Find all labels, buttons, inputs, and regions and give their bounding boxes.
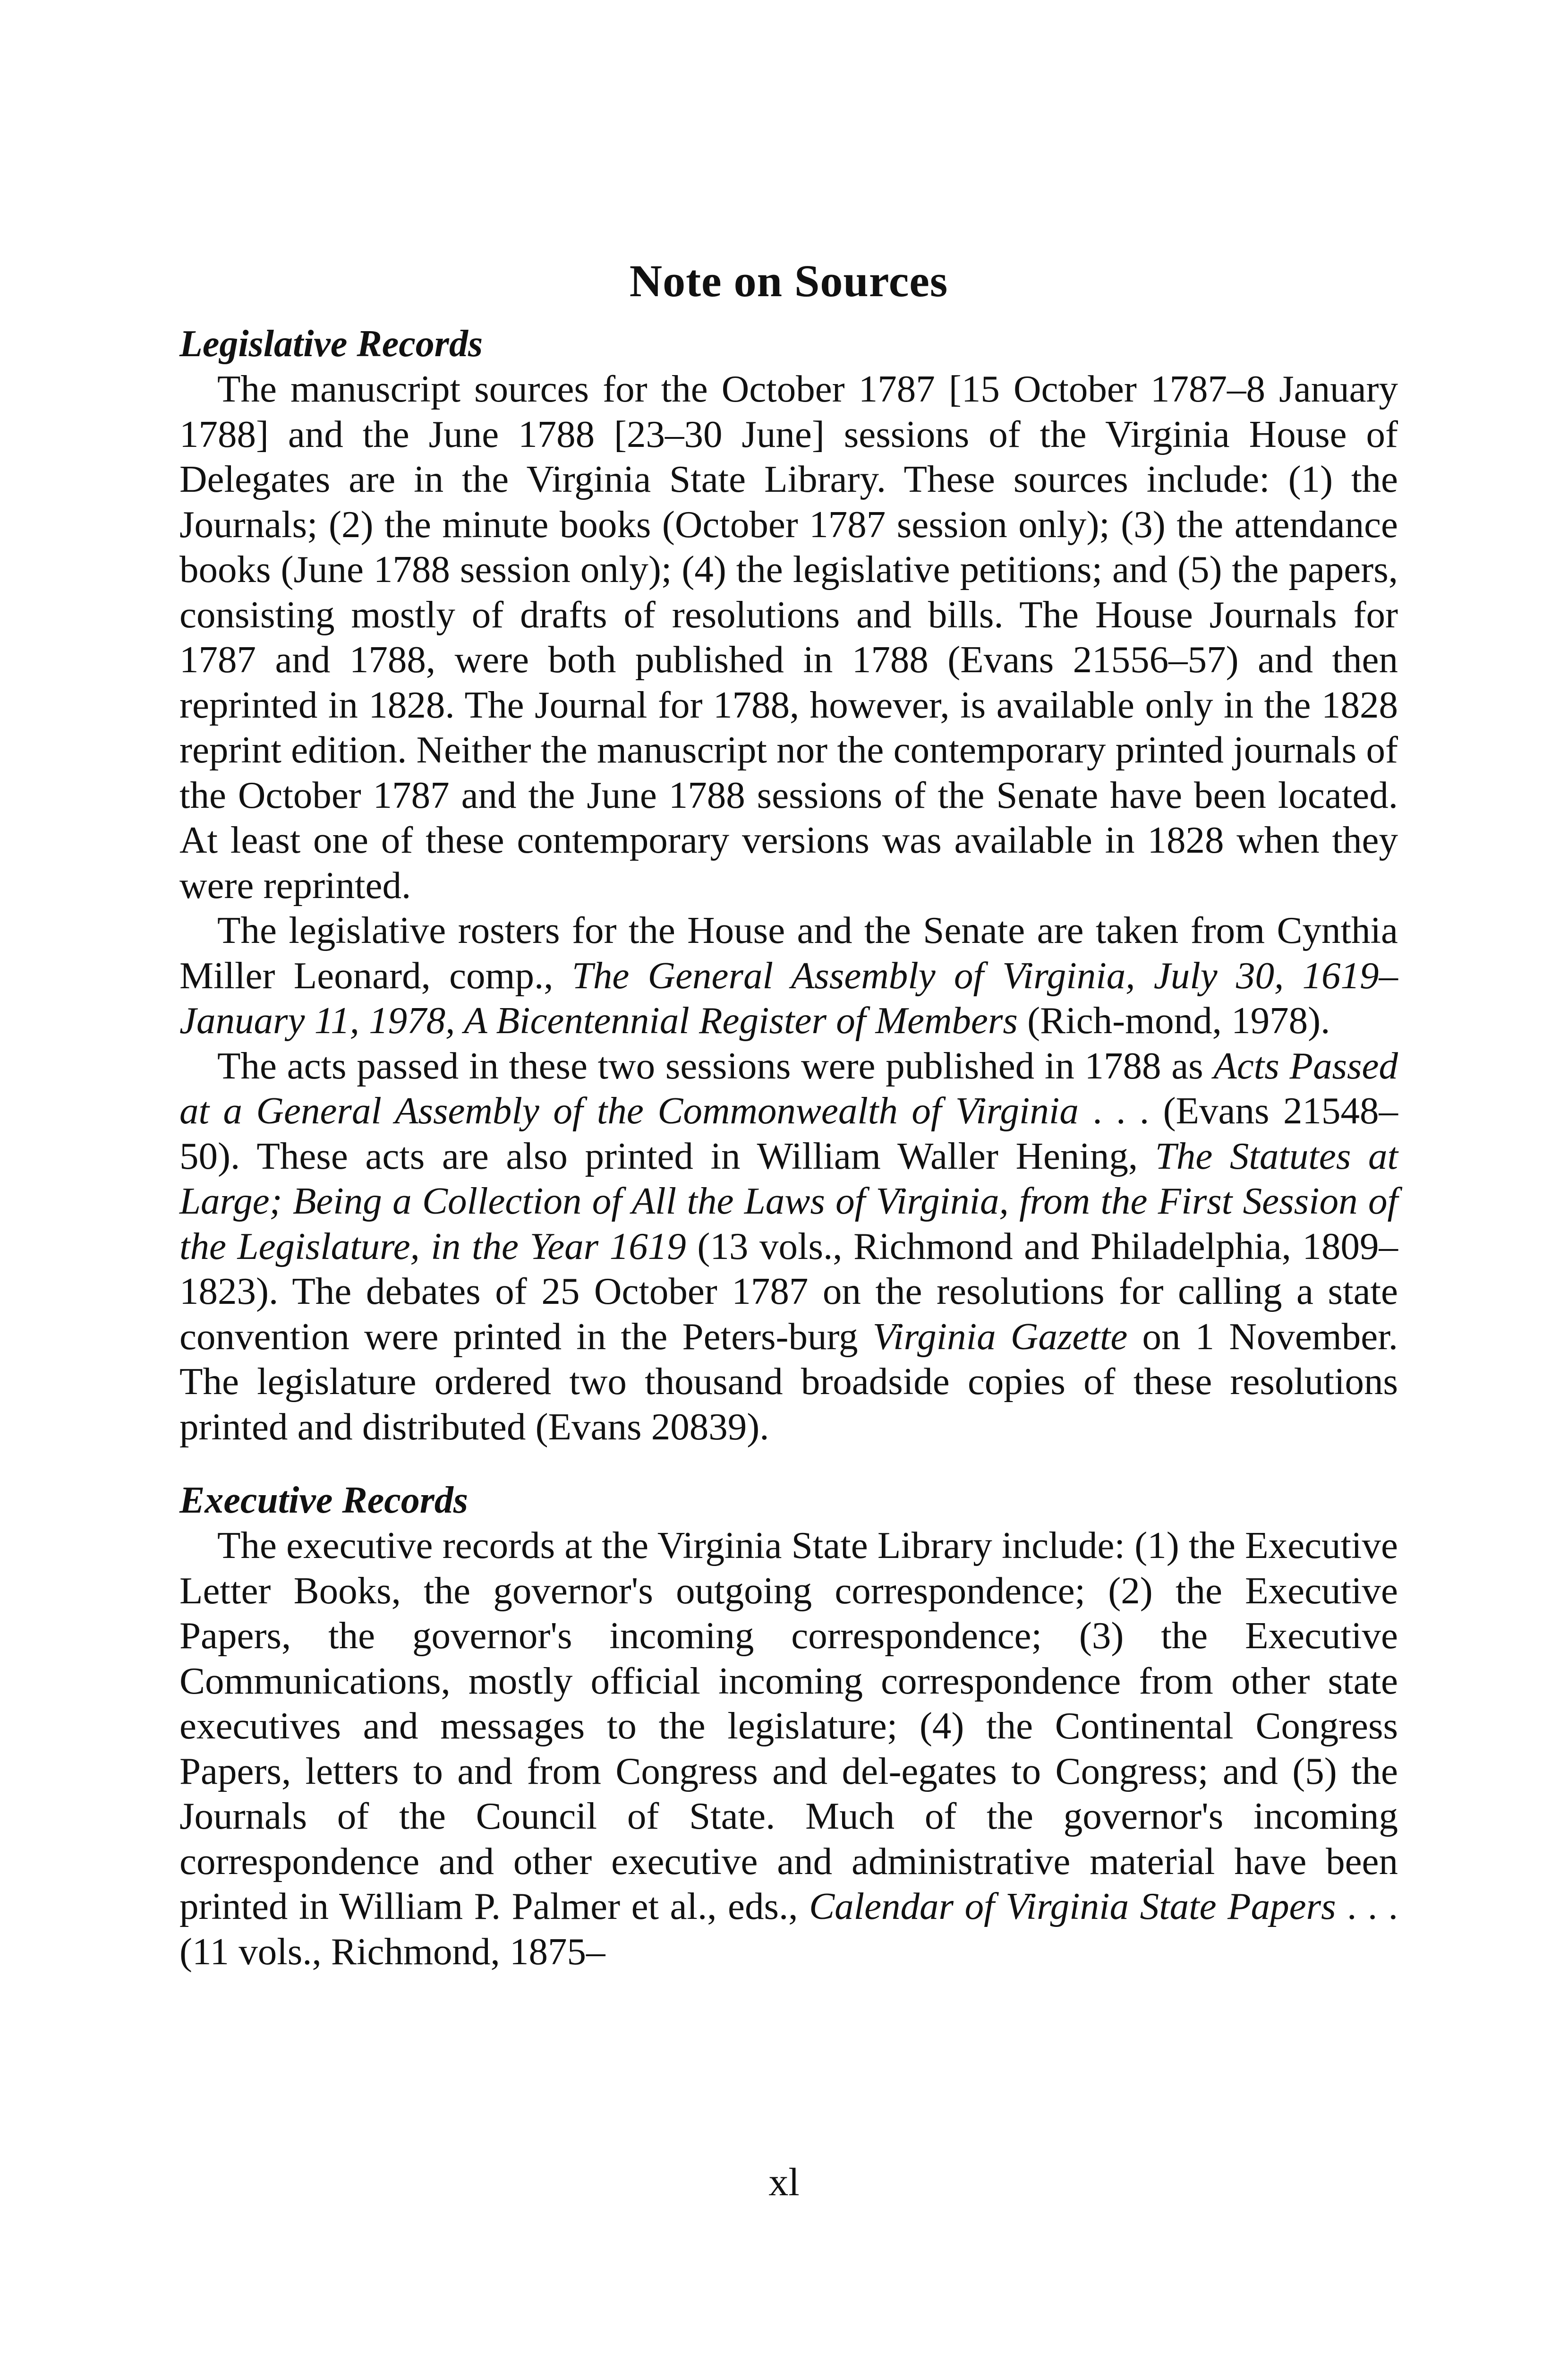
- section-heading: Executive Records: [179, 1480, 468, 1521]
- text-run: (13 vols., Richmond and Philadelphia, 1809–1823). The debates of 25 October 1787 on the resolutions for calling a state convention were printed in the Peters-burg: [179, 1224, 1398, 1358]
- page-number: xl: [768, 2160, 800, 2204]
- page-title: Note on Sources: [629, 256, 948, 306]
- section-executive-records: [179, 1478, 1398, 1974]
- paragraph: [179, 367, 1398, 908]
- text-run: The acts passed in these two sessions were published in 1788 as: [217, 1044, 1214, 1087]
- italic-title-text: Calendar of Virginia State Papers: [809, 1885, 1336, 1927]
- text-run: (Rich-mond, 1978).: [1017, 999, 1330, 1042]
- paragraph: [179, 908, 1398, 1044]
- text-run: . . . (Evans 21548–50). These acts are also printed in William Waller Hening,: [179, 1089, 1398, 1177]
- paragraph: [179, 1044, 1398, 1450]
- italic-title-text: Virginia Gazette: [872, 1315, 1128, 1358]
- text-run: . . . (11 vols., Richmond, 1875–: [179, 1885, 1398, 1973]
- document-page: [179, 255, 1398, 1974]
- section-heading: Legislative Records: [179, 323, 483, 365]
- italic-title-text: The Statutes at Large; Being a Collection of All the Laws of Virginia, from the First Session of the Legislature, in the Year 1619: [179, 1134, 1398, 1267]
- text-run: The executive records at the Virginia State Library include: (1) the Executive Letter Books, the governor's outgoing correspondence; (2) the Executive Papers, the governor's incoming correspondence; (3) the Executive Communications, mostly official incoming correspondence from other state executives and messages to the legislature; (4) the Continental Congress Papers, letters to and from Congress and del-egates to Congress; and (5) the Journals of the Council of State. Much of the governor's incoming correspondence and other executive and administrative material have been printed in William P. Palmer et al., eds.,: [179, 1524, 1398, 1927]
- text-run: The legislative rosters for the House and the Senate are taken from Cynthia Miller Leonard, comp.,: [179, 909, 1398, 997]
- paragraph: [179, 1523, 1398, 1974]
- text-run: The manuscript sources for the October 1787 [15 October 1787–8 January 1788] and the June 1788 [23–30 June] sessions of the Virginia House of Delegates are in the Virginia State Library. These sources include: (1) the Journals; (2) the minute books (October 1787 session only); (3) the attendance books (June 1788 session only); (4) the legislative petitions; and (5) the papers, consisting mostly of drafts of resolutions and bills. The House Journals for 1787 and 1788, were both published in 1788 (Evans 21556–57) and then reprinted in 1828. The Journal for 1788, however, is available only in the 1828 reprint edition. Neither the manuscript nor the contemporary printed journals of the October 1787 and the June 1788 sessions of the Senate have been located. At least one of these contemporary versions was available in 1828 when they were reprinted.: [179, 368, 1398, 907]
- text-run: on 1 November. The legislature ordered two thousand broadside copies of these resolutions printed and distributed (Evans 20839).: [179, 1315, 1398, 1448]
- section-legislative-records: [179, 321, 1398, 1449]
- italic-title-text: The General Assembly of Virginia, July 30, 1619–January 11, 1978, A Bicentennial Register of Members: [179, 954, 1398, 1042]
- italic-title-text: Acts Passed at a General Assembly of the Commonwealth of Virginia: [179, 1044, 1398, 1132]
